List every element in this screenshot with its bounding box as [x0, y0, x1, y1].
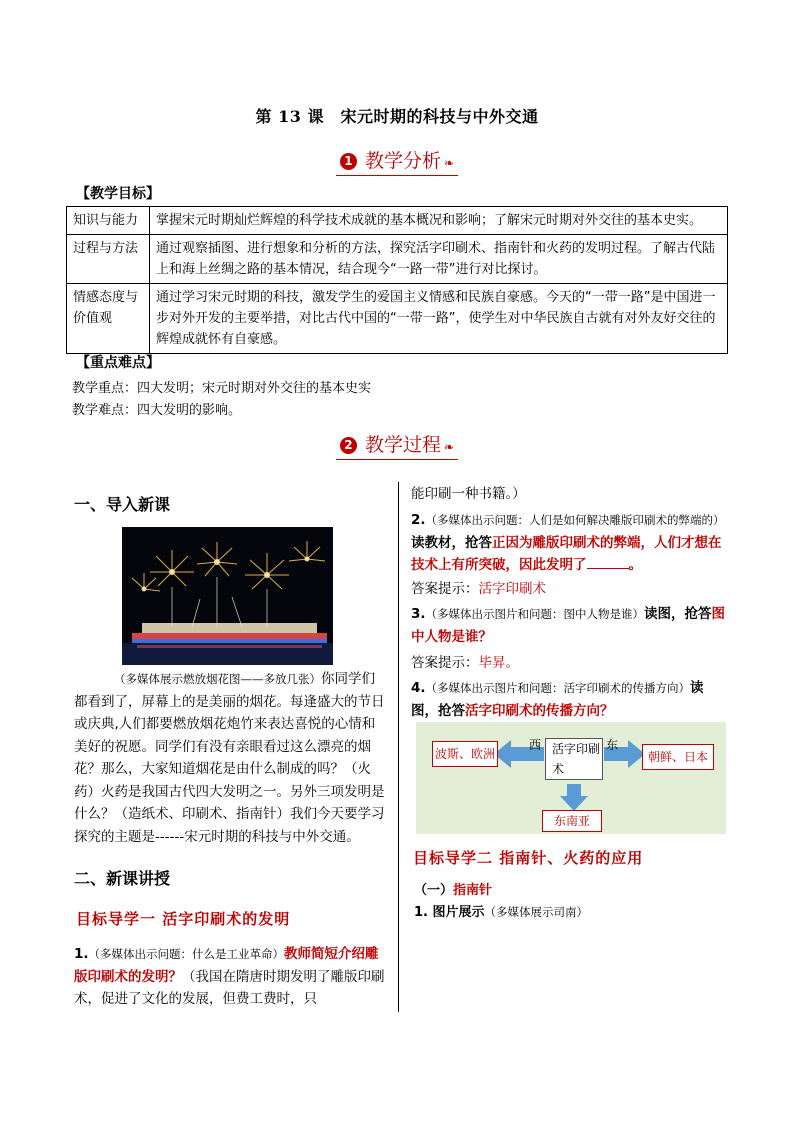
question-action: 读教材，抢答: [411, 534, 492, 551]
question-1: [74, 943, 386, 1011]
question-4: [411, 677, 729, 722]
item-1: [414, 901, 588, 920]
intro-text: 你同学们都看到了，屏幕上的是美丽的烟花。每逢盛大的节日或庆典,人们都要燃放烟花炮竹来表达喜悦的心情和美好的祝愿。同学们有没有亲眼看过这么漂亮的烟花？那么，大家知道烟花是由什么制成的吗？（火药）火药是我国古代四大发明之一。另外三项发明是什么？（造纸术、印刷术、指南针）我们今天要学习探究的主题是------宋元时期的科技与中外交通。: [74, 671, 385, 845]
table-row: [67, 284, 728, 354]
answer-text: （我国在隋唐时期发明了雕版印刷术，促进了文化的发展，但费工费时，只: [74, 968, 385, 1007]
center-box: 活字印刷术: [545, 738, 603, 780]
blank-underline: [587, 554, 629, 569]
table-row: [67, 207, 728, 235]
goal-one-heading: 目标导学一 活字印刷术的发明: [76, 910, 291, 928]
goal-label: 过程与方法: [67, 235, 150, 284]
question-action: 读图，抢答: [644, 606, 712, 622]
number-badge: 2: [340, 437, 357, 454]
page-title: 第 13 课 宋元时期的科技与中外交通: [255, 107, 539, 126]
question-action: 读图，抢答: [411, 680, 704, 719]
goal-text: 掌握宋元时期灿烂辉煌的科学技术成就的基本概况和影响；了解宋元时期对外交往的基本史实。: [150, 207, 728, 235]
section-heading-process: [0, 430, 794, 460]
goal-label: 知识与能力: [67, 207, 150, 235]
goals-heading: 【教学目标】: [76, 186, 160, 202]
goal-label: 情感态度与价值观: [67, 284, 150, 354]
column-divider: [398, 482, 399, 1012]
section-label: 教学过程: [364, 434, 441, 456]
answer-label: 答案提示：: [411, 581, 479, 597]
intro-paragraph: [74, 668, 386, 848]
media-note: （多媒体出示图片和问题：活字印刷术的传播方向）: [425, 681, 691, 695]
flourish-icon: ❧: [443, 156, 455, 170]
subheading-title: 指南针: [453, 883, 493, 898]
answer-value: 活字印刷术: [478, 581, 546, 597]
section-heading-analysis: [0, 146, 794, 176]
label-east: 东: [606, 738, 619, 752]
heading-new-lesson: 二、新课讲授: [74, 869, 171, 888]
answer-label: 答案提示：: [411, 655, 479, 671]
flourish-icon: ❧: [443, 440, 455, 454]
media-note: （多媒体出示问题：什么是工业革命）: [88, 947, 285, 961]
table-row: [67, 235, 728, 284]
question-prompt: 正因为雕版印刷术的弊端，人们才想在技术上有所突破，因此发明了: [411, 534, 722, 573]
goal-text: 通过观察插图、进行想象和分析的方法，探究活字印刷术、指南针和火药的发明过程。了解古代陆上和海上丝绸之路的基本情况，结合现今“一路一带”进行对比探讨。: [150, 235, 728, 284]
key-point: 教学重点：四大发明；宋元时期对外交往的基本史实: [72, 381, 372, 396]
fireworks-image: [122, 527, 333, 665]
question-number: 3.: [411, 606, 426, 622]
question-number: 2.: [411, 512, 426, 528]
media-note: （多媒体展示司南）: [484, 905, 589, 919]
answer-3: [411, 652, 519, 675]
item-label: 1. 图片展示: [414, 905, 485, 920]
destination-west: 波斯、欧洲: [432, 741, 498, 767]
goal-text: 通过学习宋元时期的科技，激发学生的爱国主义情感和民族自豪感。今天的“一带一路”是中国进一步对外开发的主要举措，对比古代中国的“一带一路”，使学生对中华民族自古就有对外友好交往的辉煌成就怀有自豪感。: [150, 284, 728, 354]
heading-intro: 一、导入新课: [74, 495, 171, 514]
question-prompt: 教师简短介绍雕版印刷术的发明？: [74, 946, 379, 985]
difficult-point: 教学难点：四大发明的影响。: [72, 403, 242, 418]
destination-east: 朝鲜、日本: [642, 744, 714, 770]
question-number: 4.: [411, 680, 426, 696]
answer-2: [411, 578, 546, 601]
answer-value: 毕昇。: [478, 655, 519, 671]
number-badge: 1: [340, 153, 357, 170]
question-prompt: 活字印刷术的传播方向？: [465, 702, 614, 719]
question-end: 。: [628, 557, 642, 573]
question-3: [411, 603, 729, 648]
section-label: 教学分析: [364, 150, 441, 172]
key-heading: 【重点难点】: [76, 355, 160, 371]
label-west: 西: [529, 738, 542, 752]
question-2: [411, 509, 729, 577]
question-prompt: 图中人物是谁？: [411, 606, 726, 645]
subheading-prefix: （一）: [414, 883, 454, 898]
question-number: 1.: [74, 946, 89, 962]
goals-table: [66, 206, 728, 354]
right-continuation: 能印刷一种书籍。）: [411, 486, 526, 502]
subheading-compass: [414, 879, 492, 898]
goal-two-heading: 目标导学二 指南针、火药的应用: [413, 849, 644, 867]
spread-diagram: [416, 722, 726, 834]
media-note: （多媒体出示问题：人们是如何解决雕版印刷术的弊端的）: [425, 513, 725, 527]
media-note: （多媒体出示图片和问题：图中人物是谁）: [425, 607, 645, 621]
media-note: （多媒体展示燃放烟花图——多放几张）: [114, 672, 321, 686]
destination-south: 东南亚: [542, 810, 602, 832]
